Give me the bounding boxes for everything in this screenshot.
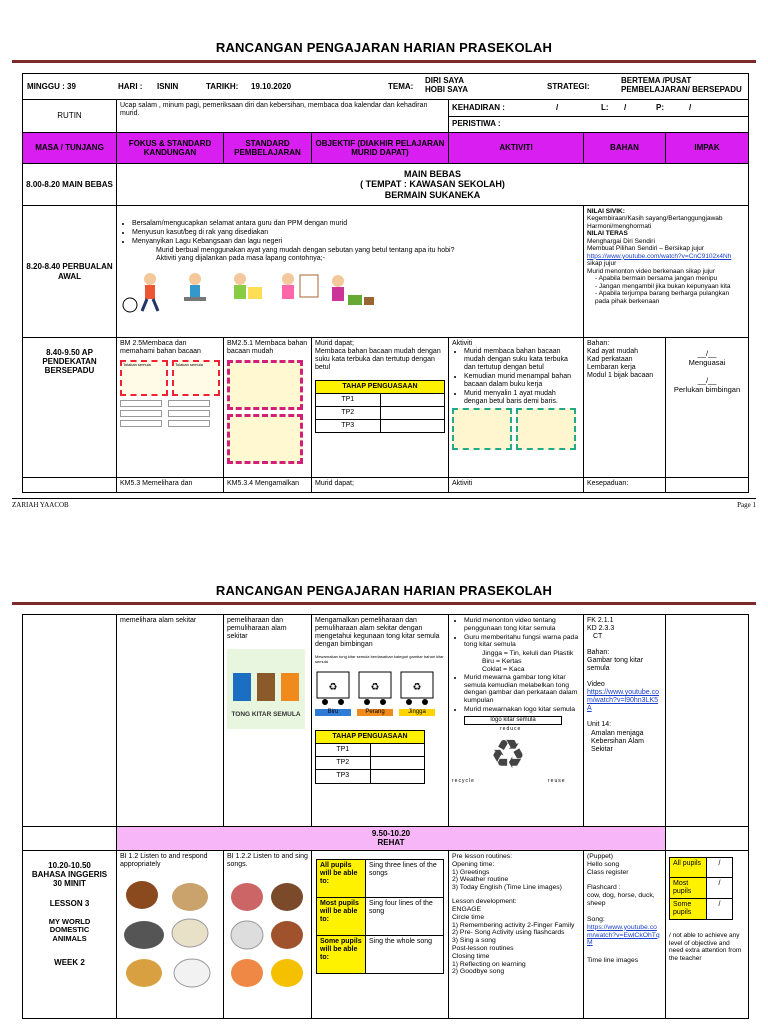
recycle-logo: reduce ♻ recycle reuse xyxy=(452,725,566,784)
page1-title: RANCANGAN PENGAJARAN HARIAN PRASEKOLAH xyxy=(215,40,553,55)
main-bebas-masa: 8.00-8.20 MAIN BEBAS xyxy=(23,164,117,206)
hari-label: HARI : xyxy=(118,82,143,91)
perbualan-bullet: • Bersalam/mengucapkan selamat antara guru dan PPM dengan murid xyxy=(132,220,580,228)
col-aktiviti: AKTIVITI xyxy=(449,133,584,164)
impak-mark: __/__ xyxy=(697,349,717,358)
tp-cell: TP1 xyxy=(316,744,371,757)
tahap-table-1 xyxy=(315,380,445,433)
unit-text: Amalan menjaga Kebersihan Alam Sekitar xyxy=(591,729,644,753)
aktiviti-item: • Murid membaca bahan bacaan mudah dengan suku kata terbuka dan tertutup dengan betul xyxy=(464,348,580,372)
biru-line: Biru = Kertas xyxy=(482,658,522,666)
minggu: MINGGU : 39 xyxy=(27,82,76,91)
post-item: 2) Goodbye song xyxy=(452,968,505,976)
circle-time: Circle time xyxy=(452,913,485,921)
lastrow-objektif: Murid dapat; xyxy=(312,478,449,493)
lelaki-label: L: xyxy=(601,103,609,112)
jingga-line: Jingga = Tin, keluli dan Plastik xyxy=(482,650,574,658)
tema: DIRI SAYA HOBI SAYA xyxy=(425,76,468,95)
lastrow-bahan: Kesepaduan: xyxy=(584,478,666,493)
impak-note: / not able to achieve any level of objective and need extra attention from the teacher xyxy=(669,932,742,962)
impak-mark: / xyxy=(707,858,733,878)
perbualan-note2: Aktiviti yang dijalankan pada masa lapang contohnya;- xyxy=(156,255,325,263)
page1-lesson-table xyxy=(22,73,749,493)
col-impak: IMPAK xyxy=(666,133,749,164)
tahap-table-2 xyxy=(315,730,425,783)
bin-caption: Mewarnakan tong kitar semula berdasarkan kategori gambar bahan kitar semula xyxy=(315,654,444,664)
reading-passage xyxy=(227,360,303,410)
post-item: 1) Reflecting on learning xyxy=(452,960,526,968)
main-bebas-line3: BERMAIN SUKANEKA xyxy=(384,189,481,200)
tema-label: TEMA: xyxy=(388,82,414,91)
aktiviti-item: • Murid menyalin 1 ayat mudah dengan betul baris demi baris. xyxy=(464,390,580,406)
strategi-label: STRATEGI: xyxy=(547,82,590,91)
dev-item: 1) Remembering activity 2-Finger Family xyxy=(452,921,575,929)
rehat-time: 9.50-10.20 xyxy=(371,829,411,838)
kehadiran-slash: / xyxy=(556,103,559,112)
main-bebas-line2: ( TEMPAT : KAWASAN SEKOLAH) xyxy=(360,179,505,190)
nilai-sivik-label: NILAI SIVIK: xyxy=(587,208,625,215)
lastrow-aktiviti: Aktiviti xyxy=(449,478,584,493)
impak-who: Most pupils xyxy=(670,878,707,899)
obj-what: Sing four lines of the song xyxy=(366,898,444,936)
sikap-jujur: sikap jujur xyxy=(587,260,617,268)
col-bahan: BAHAN xyxy=(584,133,666,164)
post-label: Post-lesson routines xyxy=(452,944,514,952)
row1-objektif: Mengamalkan pemeliharaan dan pemuliharaan alam sekitar dengan mengetahui kegunaan tong kitar semula dengan bimbingan xyxy=(315,617,440,649)
footer-author: ZARIAH YAACOB xyxy=(12,501,69,509)
reading-passage xyxy=(227,414,303,464)
pilihan-sendiri: Membuat Pilihan Sendiri – Bersikap jujur xyxy=(587,245,705,253)
bahan-item: Lembaran kerja xyxy=(587,364,636,372)
main-bebas-line1: MAIN BEBAS xyxy=(404,168,462,179)
closing-time: Closing time xyxy=(452,952,490,960)
bahan-code: KD 2.3.3 xyxy=(587,625,615,633)
page2-title-rule xyxy=(12,602,756,605)
row1-aktiviti: • Murid mewarna gambar tong kitar semula kemudian melabelkan tong dengan gambar dan perkataan dalam kumpulan xyxy=(464,674,580,705)
tahap-header: TAHAP PENGUASAAN xyxy=(316,731,425,744)
lastrow-standard: KM5.3.4 Mengamalkan xyxy=(224,478,312,493)
bahan-item-2: Gambar tong kitar semula xyxy=(587,657,644,673)
perbualan-bullet: • Menyusun kasut/beg di rak yang disediakan xyxy=(132,229,580,237)
bin-perang: ♻ Perang xyxy=(357,668,393,716)
animals-picture-1 xyxy=(120,875,220,998)
tp-cell: TP3 xyxy=(316,420,381,433)
page2-lesson-table xyxy=(22,614,749,1019)
nilai-teras-label: NILAI TERAS xyxy=(587,230,628,238)
bahan-puppet: (Puppet) xyxy=(587,853,614,860)
lelaki-slash: / xyxy=(624,103,627,112)
perempuan-slash: / xyxy=(689,103,692,112)
flashcard-label: Flashcard : xyxy=(587,884,621,892)
obj-who: Some pupils will be able to: xyxy=(317,936,366,974)
col-fokus: FOKUS & STANDARD KANDUNGAN xyxy=(117,133,224,164)
svg-text:♻: ♻ xyxy=(412,682,422,694)
bersepadu-standard: BM2.5.1 Membaca bahan bacaan mudah xyxy=(227,340,308,356)
bersepadu-fokus: BM 2.5Membaca dan memahami bahan bacaan xyxy=(120,340,201,356)
song-link[interactable]: https://www.youtube.com/watch?v=EwlCkOhTqM xyxy=(587,923,660,947)
pre-item: 1) Greetings xyxy=(452,868,490,876)
coklat-line: Coklat = Kaca xyxy=(482,665,525,673)
english-duration: 30 MINIT xyxy=(53,879,86,889)
footer-page: Page 1 xyxy=(737,501,756,509)
row1-aktiviti: • Murid menonton video tentang penggunaan tong kitar semula xyxy=(464,617,580,633)
video-note: Murid menonton video berkenaan sikap jujur xyxy=(587,267,715,275)
dash-item: - Apabila bermain bersama jangan menipu xyxy=(595,275,718,283)
kehadiran: KEHADIRAN : xyxy=(452,103,505,112)
english-standard: BI 1.2.2 Listen to and sing songs. xyxy=(227,853,308,869)
page1-title-rule xyxy=(12,60,756,63)
bahan-hello: Hello song xyxy=(587,860,620,868)
recycle-bins-poster xyxy=(227,649,305,729)
col-standard: STANDARD PEMBELAJARAN xyxy=(224,133,312,164)
obj-what: Sing three lines of the songs xyxy=(366,860,444,898)
bahan-label-2: Bahan: xyxy=(587,649,610,657)
dev-label: Lesson development: xyxy=(452,898,517,906)
obj-who: Most pupils will be able to: xyxy=(317,898,366,936)
pre-item: 3) Today English (Time Line images) xyxy=(452,884,562,892)
col-objektif: OBJEKTIF (DIAKHIR PELAJARAN MURID DAPAT) xyxy=(312,133,449,164)
bahan-item: Modul 1 bijak bacaan xyxy=(587,372,654,380)
pre-item: 2) Weather routine xyxy=(452,876,509,884)
english-topic: MY WORLD DOMESTIC ANIMALS xyxy=(48,916,91,943)
activity-card xyxy=(516,408,576,450)
impak-table xyxy=(669,857,733,920)
bahan-code: CT xyxy=(593,633,603,641)
rehat-label: REHAT xyxy=(377,838,405,848)
impak-menguasai: Menguasai xyxy=(688,357,726,367)
reading-card: Tolakan semula xyxy=(172,360,220,396)
tp-cell: TP3 xyxy=(316,770,371,783)
poster-label: TONG KITAR SEMULA xyxy=(231,711,301,719)
dash-item: - Apabila terjumpa barang berharga pulangkan pada pihak berkenaan xyxy=(595,290,730,305)
video-link[interactable]: https://www.youtube.com/watch?v=CnC9102x4Nh xyxy=(587,252,732,260)
obj-what: Sing the whole song xyxy=(366,936,444,974)
row1-standard: pemeliharaan dan pemuliharaan alam sekitar xyxy=(227,617,287,641)
dev-item: 2) Pre- Song Activity using flashcards xyxy=(452,929,565,937)
dash-item: - Jangan mengambil jika bukan kepunyaan kita xyxy=(595,282,731,290)
nilai-sivik: Kegembiraan/Kasih sayang/Bertanggungjawab Harmoni/menghormati xyxy=(587,215,723,230)
reading-card: Tolakan semula xyxy=(120,360,168,396)
bersepadu-masa: 8.40-9.50 AP PENDEKATAN BERSEPADU xyxy=(23,338,117,478)
row1-aktiviti: • Guru memberitahu fungsi warna pada tong kitar semula xyxy=(464,634,580,650)
bersepadu-objektif: Membaca bahan bacaan mudah dengan suku kata terbuka dan tertutup dengan betul xyxy=(315,348,441,372)
bahan-code: FK 2.1.1 xyxy=(587,617,614,624)
bin-jingga: ♻ Jingga xyxy=(399,668,435,716)
nilai-teras: Menghargai Diri Sendiri xyxy=(587,237,655,245)
timeline-label: Time line images xyxy=(587,957,639,965)
animals-picture-2 xyxy=(227,875,308,998)
col-masa: MASA / TUNJANG xyxy=(23,133,117,164)
svg-text:♻: ♻ xyxy=(370,682,380,694)
song-label: Song: xyxy=(587,915,605,923)
opening-time: Opening time: xyxy=(452,860,495,868)
bersepadu-objektif-label: Murid dapat; xyxy=(315,340,354,347)
impak-mark: / xyxy=(707,878,733,899)
bin-biru: ♻ Biru xyxy=(315,668,351,716)
lastrow-fokus: KM5.3 Memelihara dan xyxy=(117,478,224,493)
impak-bimbingan: Perlukan bimbingan xyxy=(673,384,741,394)
tp-cell: TP2 xyxy=(316,757,371,770)
perempuan-label: P: xyxy=(656,103,664,112)
tp-cell: TP1 xyxy=(316,394,381,407)
engage-label: ENGAGE xyxy=(452,905,482,913)
bersepadu-aktiviti-label: Aktiviti xyxy=(452,340,473,347)
english-lesson: LESSON 3 xyxy=(49,898,90,908)
pre-lesson-label: Pre lesson routines: xyxy=(452,853,513,860)
english-time: 10.20-10.50 xyxy=(48,861,91,870)
hobby-illustration xyxy=(120,267,580,318)
row1-fokus: memelihara alam sekitar xyxy=(117,615,224,827)
strategi: BERTEMA /PUSAT PEMBELAJARAN/ BERSEPADU xyxy=(621,76,742,95)
svg-text:♻: ♻ xyxy=(328,682,338,694)
video-label: Video xyxy=(587,681,605,689)
row1-aktiviti: • Murid mewarnakan logo kitar semula xyxy=(464,706,580,714)
perbualan-masa: 8.20-8.40 PERBUALAN AWAL xyxy=(23,206,117,338)
tp-cell: TP2 xyxy=(316,407,381,420)
tarikh-label: TARIKH: xyxy=(206,82,239,91)
bahan-item: Kad perkataan xyxy=(587,356,633,364)
activity-card xyxy=(452,408,512,450)
rutin-label: RUTIN xyxy=(23,100,117,133)
recycle-video-link[interactable]: https://www.youtube.com/watch?v=l90hn3LK5A xyxy=(587,689,659,713)
dev-item: 3) Sing a song xyxy=(452,937,496,945)
bahan-label: Bahan: xyxy=(587,340,610,347)
hari: ISNIN xyxy=(157,82,179,91)
perbualan-bullet: • Menyanyikan Lagu Kebangsaan dan lagu negeri xyxy=(132,238,580,246)
flashcard-text: cow, dog, horse, duck, sheep xyxy=(587,892,655,908)
english-fokus: BI 1.2 Listen to and respond appropriately xyxy=(120,853,208,869)
impak-mark: __/__ xyxy=(697,376,717,386)
aktiviti-item: • Kemudian murid menampal bahan bacaan dalam buku kerja xyxy=(464,373,580,389)
impak-mark: / xyxy=(707,899,733,920)
english-subject: BAHASA INGGERIS xyxy=(31,870,108,880)
peristiwa: PERISTIWA : xyxy=(452,119,501,128)
bahan-register: Class register xyxy=(587,868,629,876)
objective-table xyxy=(316,859,444,974)
rutin-text: Ucap salam , minum pagi, pemeriksaan diri dan kebersihan, membaca doa kalendar dan kehadiran murid. xyxy=(117,100,449,133)
english-week: WEEK 2 xyxy=(54,957,85,967)
logo-caption: logo kitar semula xyxy=(464,716,562,725)
page2-title: RANCANGAN PENGAJARAN HARIAN PRASEKOLAH xyxy=(215,583,553,598)
tahap-header: TAHAP PENGUASAAN xyxy=(316,381,445,394)
unit-label: Unit 14: xyxy=(587,721,612,729)
perbualan-note1: Murid berbual menggunakan ayat yang mudah dengan sebutan yang betul tentang apa itu hobi? xyxy=(156,247,455,255)
tarikh: 19.10.2020 xyxy=(251,82,292,91)
obj-who: All pupils will be able to: xyxy=(317,860,366,898)
impak-who: All pupils xyxy=(670,858,707,878)
impak-who: Some pupils xyxy=(670,899,707,920)
bahan-item: Kad ayat mudah xyxy=(587,348,638,356)
